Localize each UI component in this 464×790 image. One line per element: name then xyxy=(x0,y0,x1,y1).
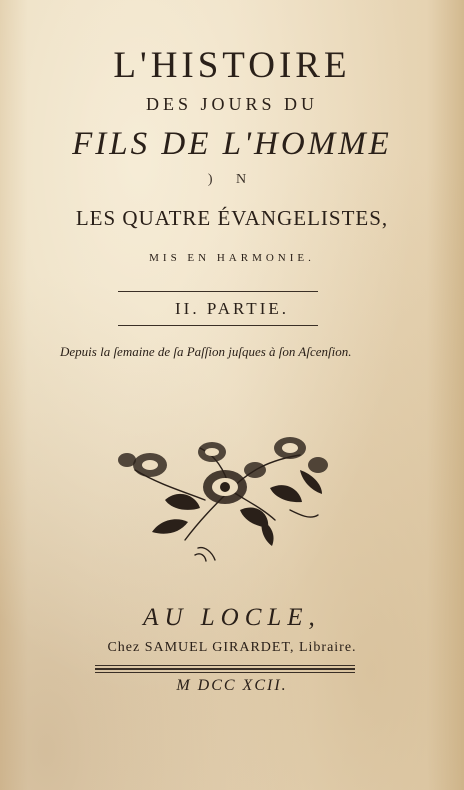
imprint-rule-2 xyxy=(95,668,355,670)
title-line-histoire: L'HISTOIRE xyxy=(113,45,351,86)
title-line-evangelistes: LES QUATRE ÉVANGELISTES, xyxy=(75,206,389,230)
subtitle-text: Depuis la ſemaine de ſa Paſſion juſques à ſon Aſcenſion. xyxy=(60,344,352,359)
title-line-selon: ) N xyxy=(207,172,257,187)
imprint-rule-1 xyxy=(95,665,355,666)
title-line-des-jours: DES JOURS DU xyxy=(145,94,319,114)
title-line-fils: FILS DE L'HOMME xyxy=(72,126,392,162)
part-label: II. PARTIE. xyxy=(175,299,289,318)
imprint-rule-3 xyxy=(95,672,355,673)
imprint-date: M DCC XCII. xyxy=(176,677,288,694)
imprint-publisher: Chez SAMUEL GIRARDET, Libraire. xyxy=(107,640,357,655)
title-line-harmonie: MIS EN HARMONIE. xyxy=(149,252,315,264)
imprint-place: AU LOCLE, xyxy=(143,604,321,631)
